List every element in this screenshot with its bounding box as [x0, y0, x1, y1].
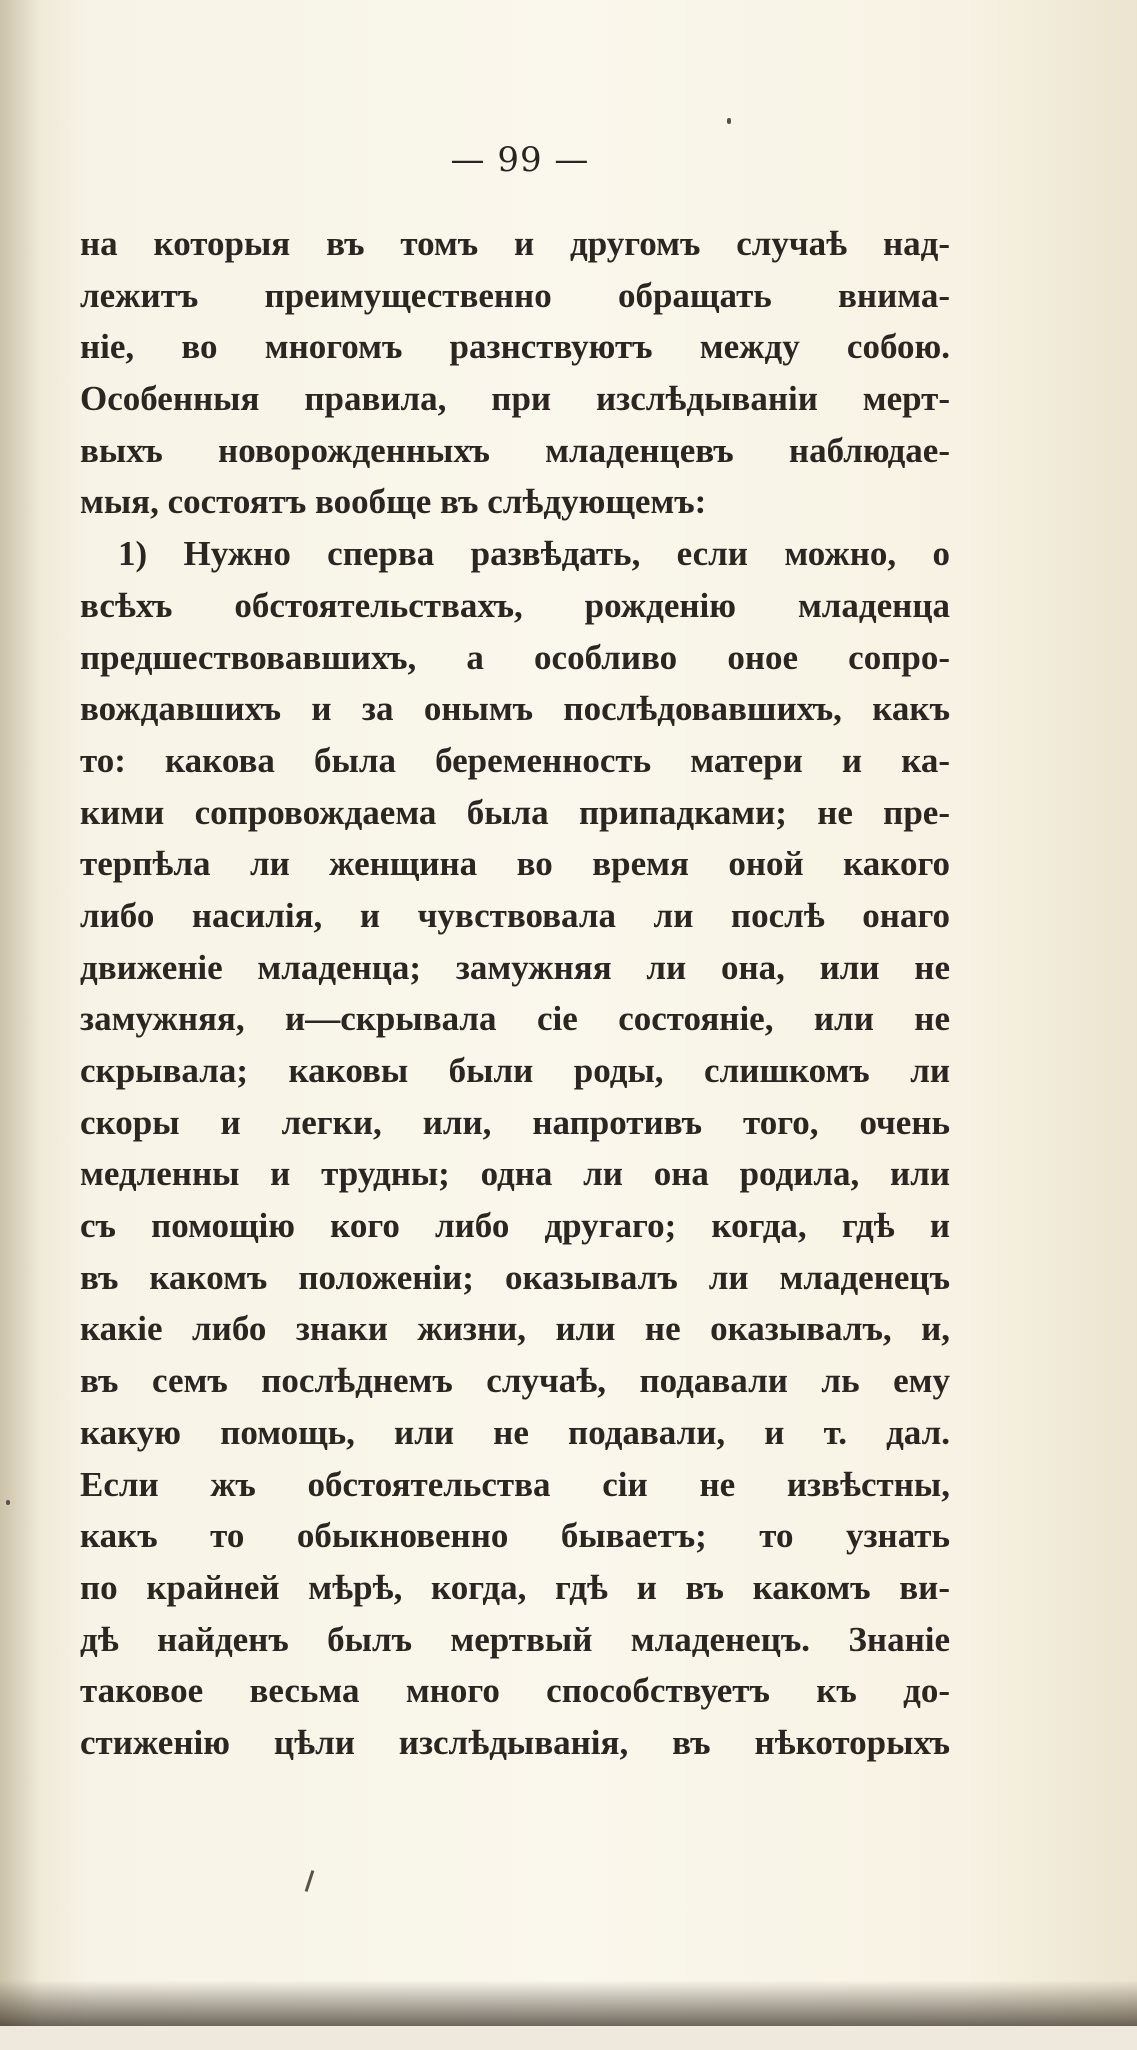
text-line: медленны и трудны; одна ли она родила, или: [80, 1154, 950, 1194]
text-line: скоры и легки, или, напротивъ того, очень: [80, 1102, 950, 1142]
text-line: какую помощь, или не подавали, и т. дал.: [80, 1412, 950, 1452]
text-line: какіе либо знаки жизни, или не оказывалъ, и,: [80, 1309, 950, 1349]
text-line: вождавшихъ и за онымъ послѣдовавшихъ, какъ: [80, 689, 950, 729]
text-line: таковое весьма много способствуетъ къ до-: [80, 1671, 950, 1711]
ink-speck: [6, 1500, 10, 1505]
page-number: — 99 —: [450, 140, 590, 180]
text-line: въ семъ послѣднемъ случаѣ, подавали ль ему: [80, 1361, 950, 1401]
text-line: то: какова была беременность матери и ка-: [80, 740, 950, 780]
text-line: Если жъ обстоятельства сіи не извѣстны,: [80, 1464, 950, 1504]
ink-speck: [727, 118, 731, 124]
text-line: лежитъ преимущественно обращать внима-: [80, 275, 950, 315]
text-line: стиженію цѣли изслѣдыванія, въ нѣкоторыхъ: [80, 1722, 950, 1762]
text-line: мыя, состоятъ вообще въ слѣдующемъ:: [80, 482, 707, 522]
text-line: по крайней мѣрѣ, когда, гдѣ и въ какомъ ви-: [80, 1567, 950, 1607]
text-line: кими сопровождаема была припадками; не пре-: [80, 792, 950, 832]
text-line: съ помощію кого либо другаго; когда, гдѣ и: [80, 1206, 950, 1246]
text-line: Особенныя правила, при изслѣдываніи мерт-: [80, 379, 950, 419]
text-line: ніе, во многомъ разнствуютъ между собою.: [80, 327, 950, 367]
ink-stroke: [305, 1870, 315, 1892]
text-line: предшествовавшихъ, а особливо оное сопро-: [80, 637, 950, 677]
text-line: 1) Нужно сперва развѣдать, если можно, о: [118, 534, 950, 574]
text-line: движеніе младенца; замужняя ли она, или не: [80, 947, 950, 987]
text-line: какъ то обыкновенно бываетъ; то узнать: [80, 1516, 950, 1556]
body-text: [80, 218, 950, 1769]
text-line: дѣ найденъ былъ мертвый младенецъ. Знаніе: [80, 1619, 950, 1659]
text-line: выхъ новорожденныхъ младенцевъ наблюдае-: [80, 430, 950, 470]
text-line: на которыя въ томъ и другомъ случаѣ над-: [80, 224, 950, 263]
page-gutter-shadow: [0, 0, 40, 2050]
text-line: всѣхъ обстоятельствахъ, рожденію младенца: [80, 585, 950, 625]
scan-border: [0, 2026, 1137, 2050]
text-line: скрывала; каковы были роды, слишкомъ ли: [80, 1051, 950, 1090]
text-line: либо насилія, и чувствовала ли послѣ онаго: [80, 895, 950, 935]
text-line: замужняя, и—скрывала сіе состояніе, или не: [80, 999, 950, 1039]
text-line: терпѣла ли женщина во время оной какого: [80, 844, 950, 884]
text-line: въ какомъ положеніи; оказывалъ ли младенецъ: [80, 1257, 950, 1297]
